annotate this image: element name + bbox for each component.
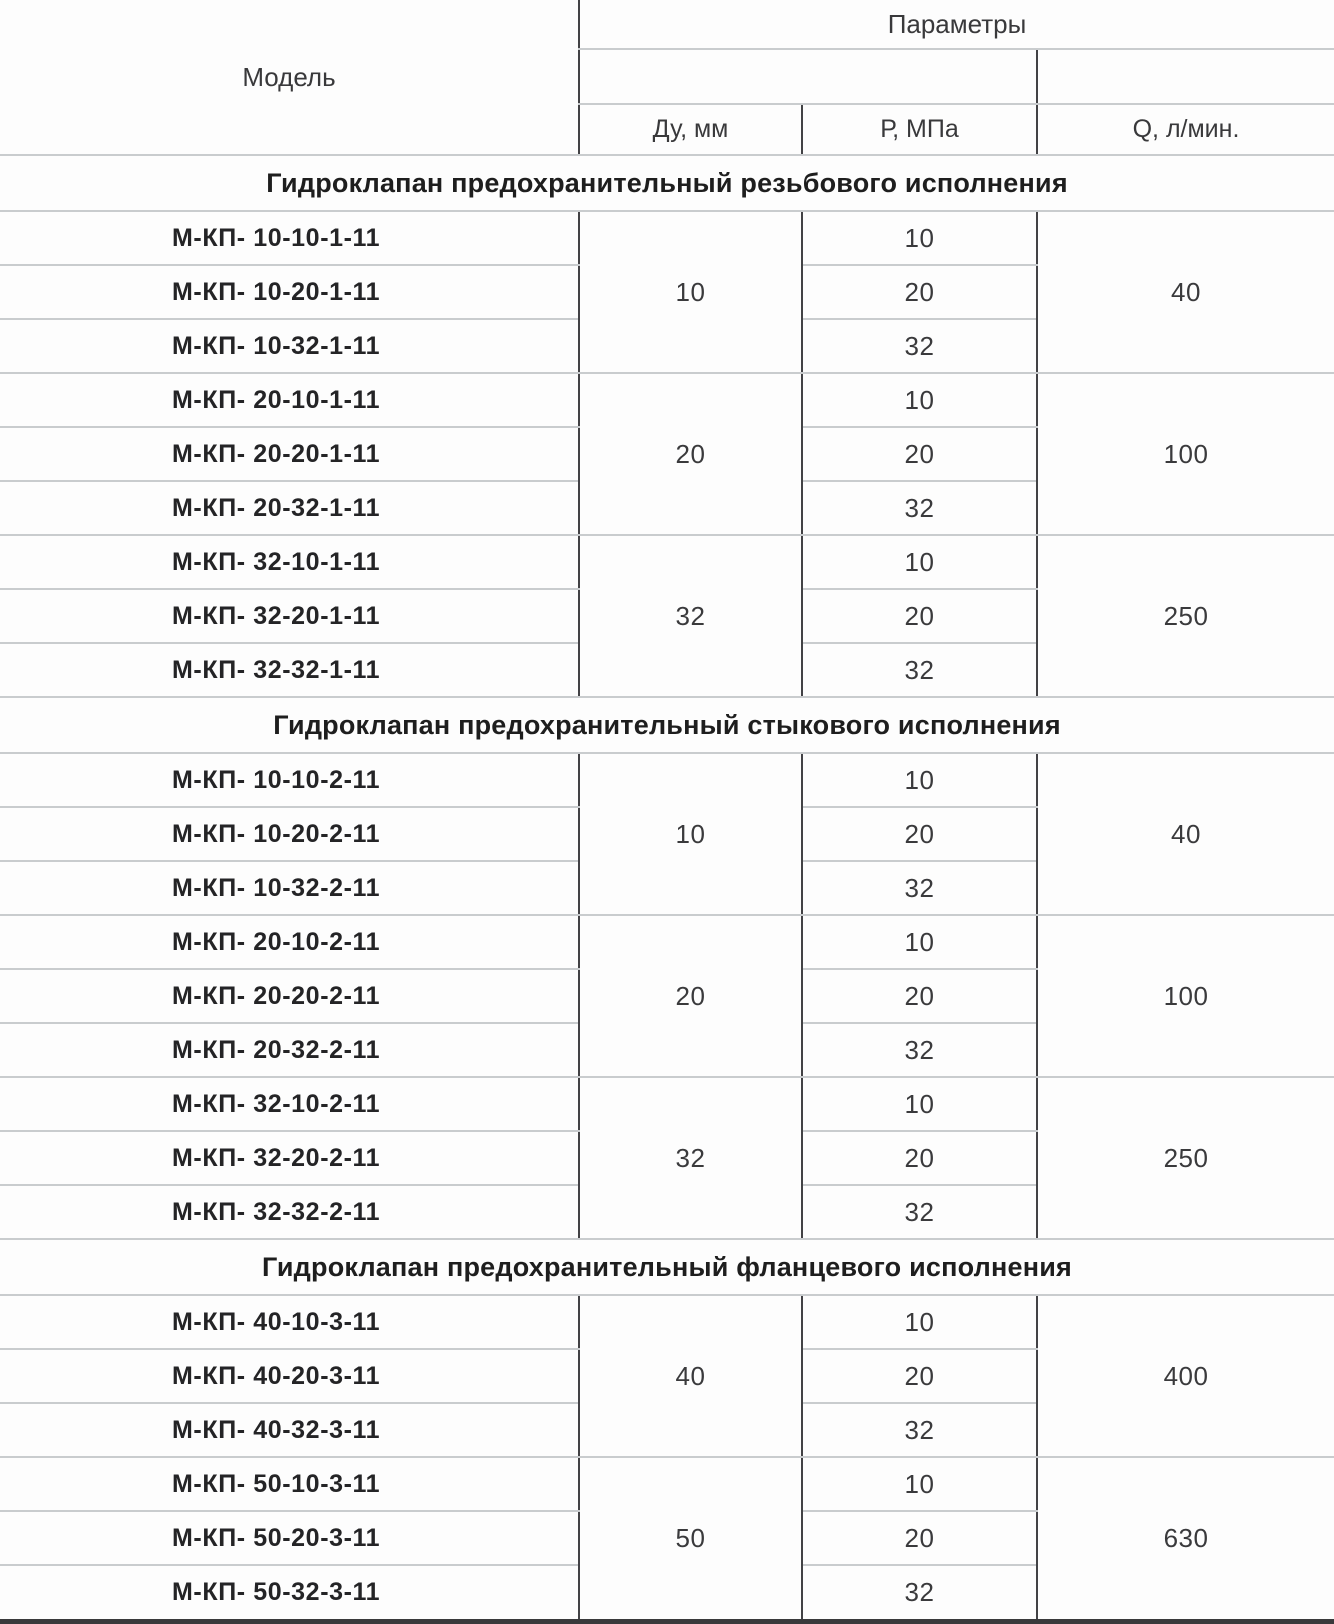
p-value-cell: 20 <box>802 969 1037 1023</box>
p-value-cell: 10 <box>802 1457 1037 1511</box>
model-cell: М-КП- 20-32-2-11 <box>0 1023 579 1077</box>
model-cell: М-КП- 40-10-3-11 <box>0 1295 579 1349</box>
p-value-cell: 20 <box>802 807 1037 861</box>
p-value-cell: 10 <box>802 535 1037 589</box>
model-cell: М-КП- 50-32-3-11 <box>172 1578 381 1606</box>
p-value-cell: 32 <box>904 1577 935 1607</box>
header-spacer-cell <box>579 49 1037 104</box>
table-row <box>0 915 1334 969</box>
p-value-cell: 32 <box>802 1403 1037 1457</box>
p-value-cell: 10 <box>802 373 1037 427</box>
model-cell: М-КП- 10-20-2-11 <box>0 807 579 861</box>
model-cell: М-КП- 10-20-1-11 <box>0 265 579 319</box>
p-value-cell: 10 <box>802 915 1037 969</box>
column-header-model: Модель <box>0 0 579 155</box>
q-value-cell: 40 <box>1037 211 1334 373</box>
model-cell: М-КП- 50-10-3-11 <box>0 1457 579 1511</box>
q-value-cell: 100 <box>1037 373 1334 535</box>
p-value-cell: 32 <box>802 643 1037 697</box>
model-cell: М-КП- 10-10-2-11 <box>0 753 579 807</box>
p-value-cell: 20 <box>802 265 1037 319</box>
model-cell: М-КП- 32-10-1-11 <box>0 535 579 589</box>
model-cell: М-КП- 32-32-2-11 <box>0 1185 579 1239</box>
section-title-row <box>0 155 1334 211</box>
p-value-cell: 10 <box>802 211 1037 265</box>
model-cell: М-КП- 32-20-2-11 <box>0 1131 579 1185</box>
column-header-parameters: Параметры <box>579 0 1334 49</box>
column-header-du: Ду, мм <box>579 104 802 155</box>
du-value-cell: 32 <box>579 1077 802 1239</box>
section-title-row <box>0 1239 1334 1295</box>
du-value-cell: 10 <box>579 753 802 915</box>
model-cell: М-КП- 32-32-1-11 <box>0 643 579 697</box>
q-value-cell: 250 <box>1037 1077 1334 1239</box>
q-value-cell: 250 <box>1037 535 1334 697</box>
model-cell: М-КП- 20-10-2-11 <box>0 915 579 969</box>
section-title: Гидроклапан предохранительный резьбового исполнения <box>0 155 1334 211</box>
table-row <box>0 211 1334 265</box>
du-value-cell: 20 <box>579 915 802 1077</box>
p-value-cell: 32 <box>802 861 1037 915</box>
section-title-row <box>0 697 1334 753</box>
du-value-cell: 32 <box>579 535 802 697</box>
model-cell: М-КП- 50-20-3-11 <box>0 1511 579 1565</box>
model-cell: М-КП- 10-10-1-11 <box>0 211 579 265</box>
section-title: Гидроклапан предохранительный фланцевого исполнения <box>0 1239 1334 1295</box>
du-value-cell: 20 <box>579 373 802 535</box>
table-row <box>0 535 1334 589</box>
q-value-cell: 100 <box>1037 915 1334 1077</box>
du-value-cell: 10 <box>579 211 802 373</box>
model-cell: М-КП- 40-20-3-11 <box>0 1349 579 1403</box>
p-value-cell: 20 <box>802 427 1037 481</box>
p-value-cell: 20 <box>802 1511 1037 1565</box>
p-value-cell: 32 <box>802 1023 1037 1077</box>
du-value-cell: 40 <box>579 1295 802 1457</box>
du-value-cell: 50 <box>579 1457 802 1619</box>
model-cell: М-КП- 32-10-2-11 <box>0 1077 579 1131</box>
table-row <box>0 373 1334 427</box>
model-cell: М-КП- 20-20-2-11 <box>0 969 579 1023</box>
model-cell: М-КП- 20-10-1-11 <box>0 373 579 427</box>
section-title: Гидроклапан предохранительный стыкового исполнения <box>0 697 1334 753</box>
q-value-cell: 630 <box>1037 1457 1334 1619</box>
p-value-cell: 10 <box>802 753 1037 807</box>
p-value-cell: 32 <box>802 319 1037 373</box>
model-cell: М-КП- 32-20-1-11 <box>0 589 579 643</box>
model-cell: М-КП- 10-32-1-11 <box>0 319 579 373</box>
column-header-q: Q, л/мин. <box>1037 104 1334 155</box>
p-value-cell: 20 <box>802 589 1037 643</box>
model-cell: М-КП- 20-20-1-11 <box>0 427 579 481</box>
p-value-cell: 20 <box>802 1349 1037 1403</box>
p-value-cell: 32 <box>802 1185 1037 1239</box>
model-cell: М-КП- 40-32-3-11 <box>0 1403 579 1457</box>
table-row <box>0 1077 1334 1131</box>
p-value-cell: 10 <box>802 1295 1037 1349</box>
table-row <box>0 1295 1334 1349</box>
column-header-p: Р, МПа <box>802 104 1037 155</box>
model-cell: М-КП- 10-32-2-11 <box>0 861 579 915</box>
p-value-cell: 32 <box>802 481 1037 535</box>
p-value-cell: 10 <box>802 1077 1037 1131</box>
q-value-cell: 40 <box>1037 753 1334 915</box>
p-value-cell: 20 <box>802 1131 1037 1185</box>
model-cell: М-КП- 20-32-1-11 <box>0 481 579 535</box>
header-spacer-cell <box>1037 49 1334 104</box>
q-value-cell: 400 <box>1037 1295 1334 1457</box>
table-row <box>0 1457 1334 1511</box>
table-row <box>0 753 1334 807</box>
header-row-parameters <box>0 0 1334 49</box>
